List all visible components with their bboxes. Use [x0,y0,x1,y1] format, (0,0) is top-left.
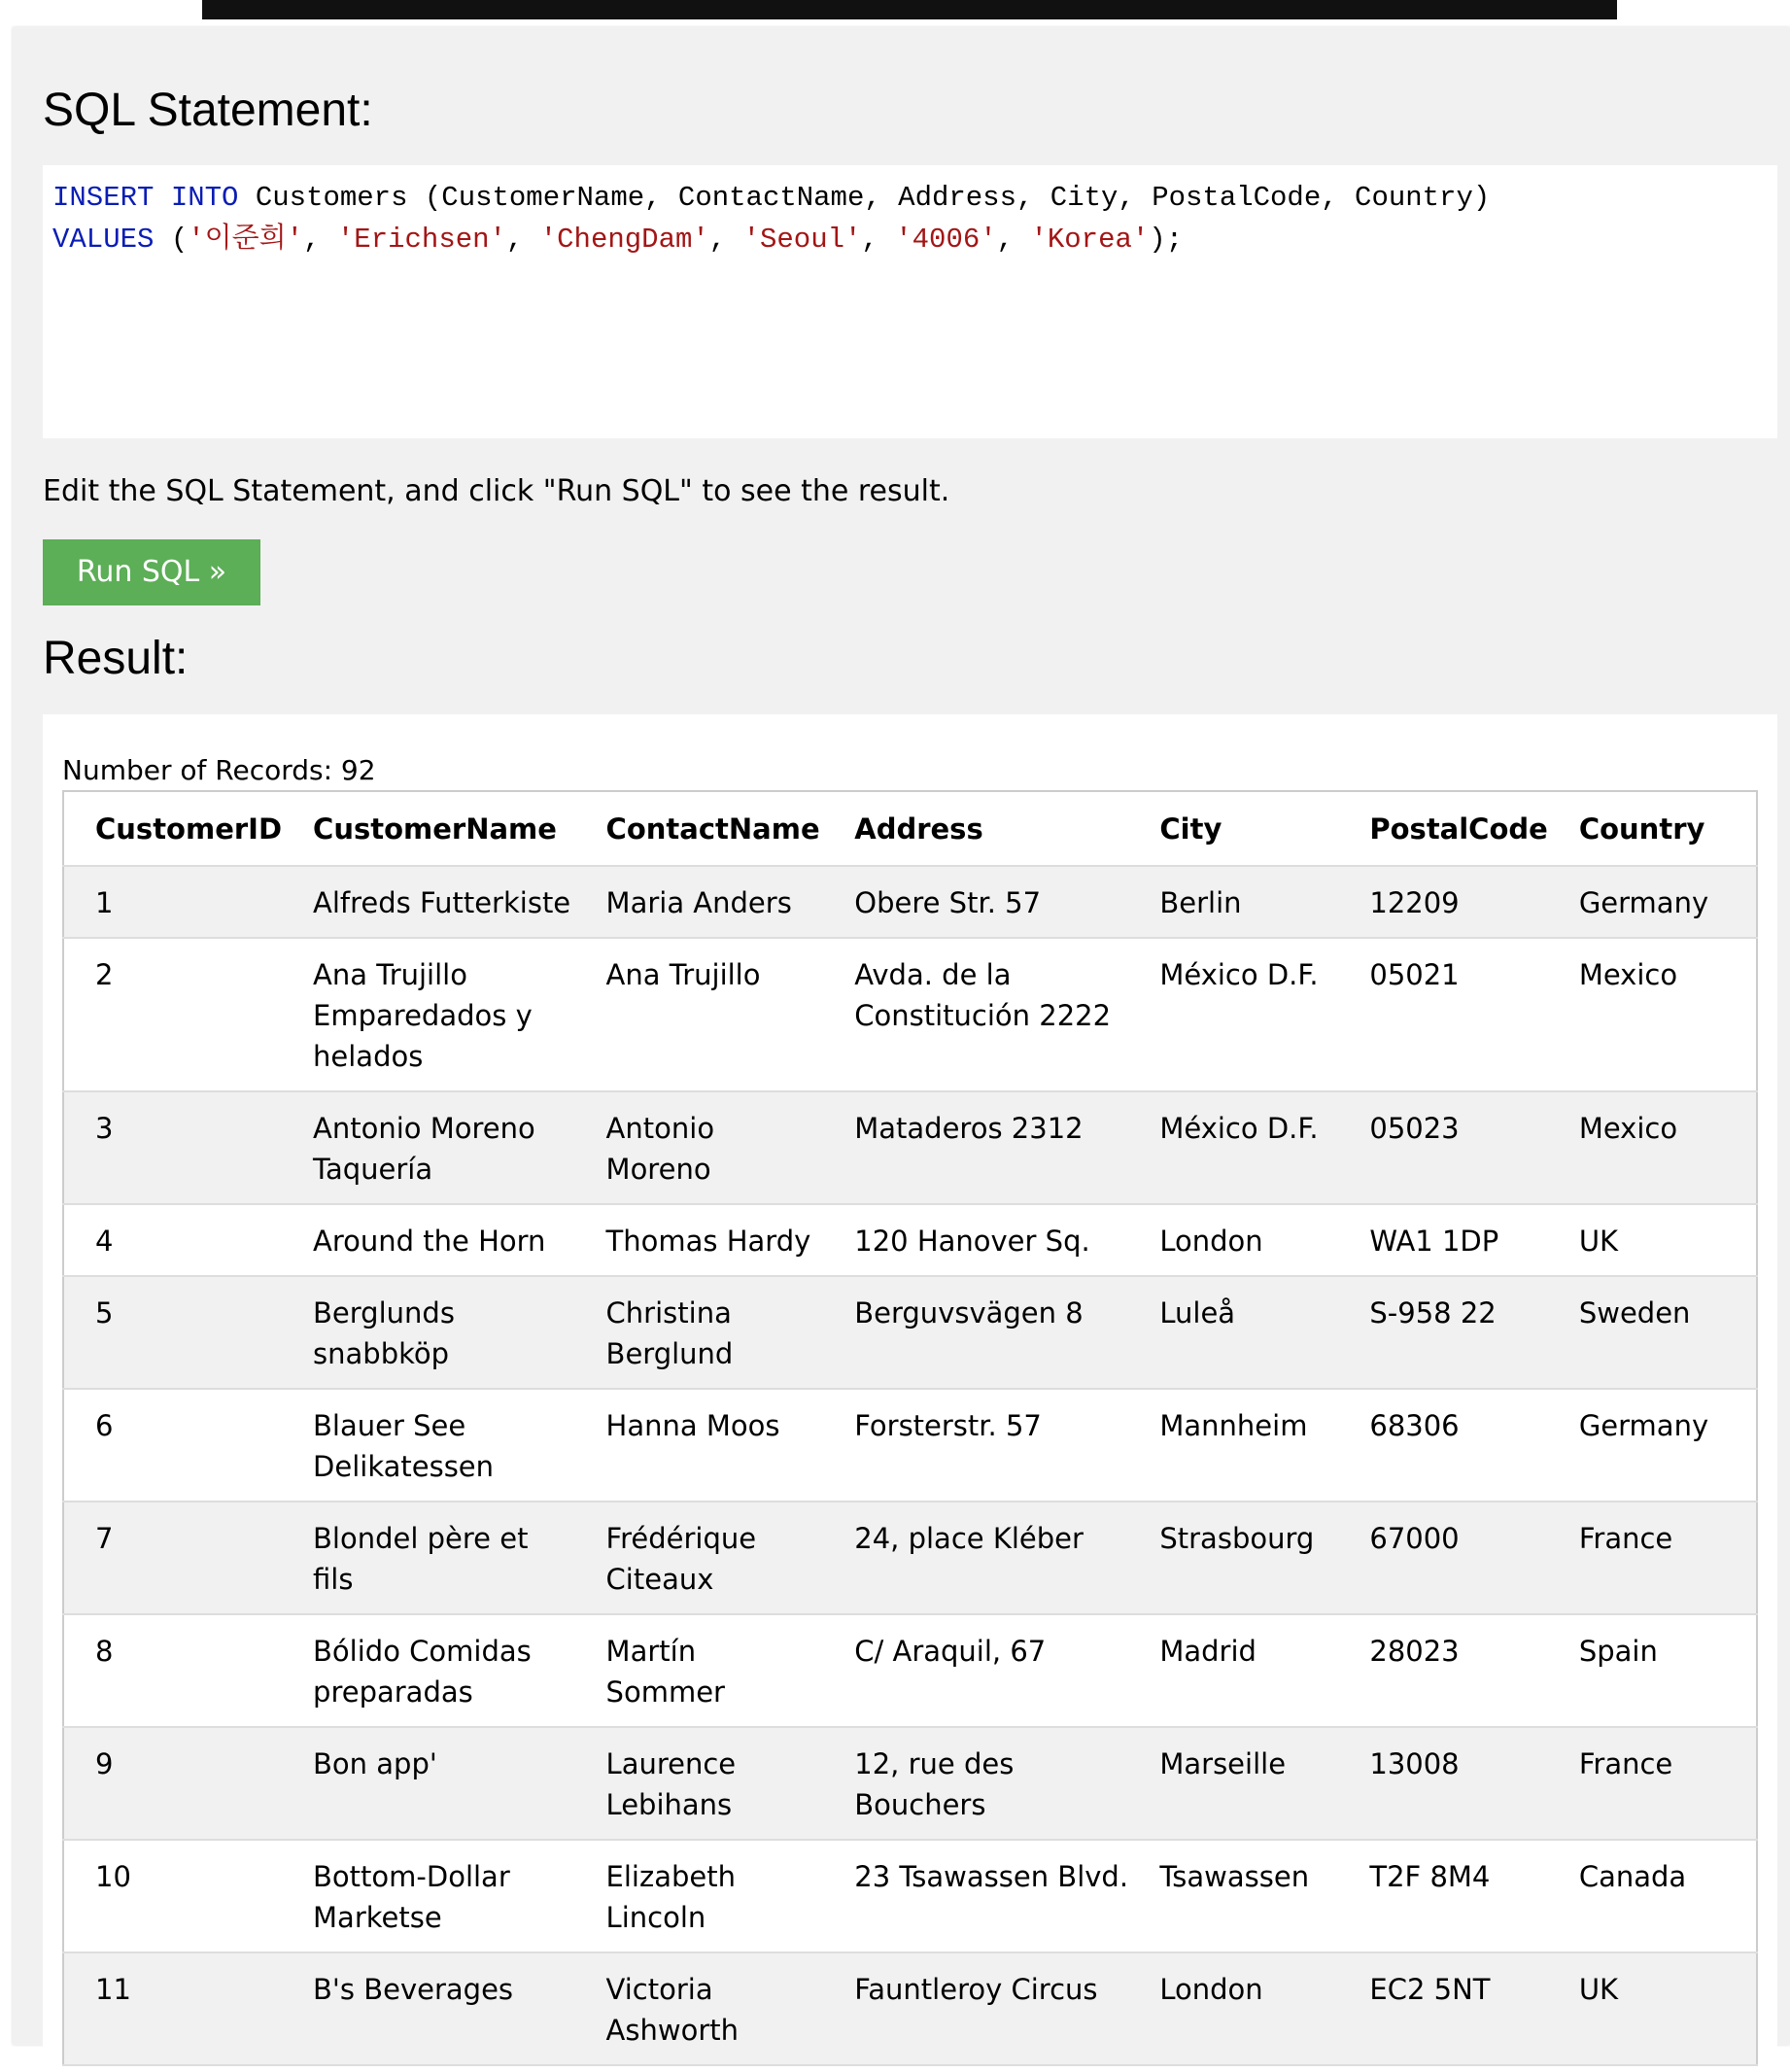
table-cell: 6 [63,1389,282,1502]
table-cell: 28023 [1338,1614,1547,1727]
table-row [63,1389,1757,1502]
sql-text: ); [1149,224,1184,256]
result-container [43,714,1777,2072]
column-header: PostalCode [1338,791,1547,866]
table-cell: Bottom-Dollar Marketse [282,1840,575,1952]
column-header: CustomerID [63,791,282,866]
table-cell: London [1128,1952,1338,2065]
column-header: Address [823,791,1128,866]
column-header: City [1128,791,1338,866]
table-cell: 2 [63,938,282,1091]
table-cell: Maria Anders [575,866,824,938]
table-cell: EC2 5NT [1338,1952,1547,2065]
table-cell: México D.F. [1128,938,1338,1091]
table-cell: 10 [63,1840,282,1952]
table-cell: Ana Trujillo Emparedados y helados [282,938,575,1091]
table-cell: Berguvsvägen 8 [823,1276,1128,1389]
table-header-row [63,791,1757,866]
table-cell: Germany [1548,866,1757,938]
table-cell: 8 [63,1614,282,1727]
table-row [63,1204,1757,1276]
table-cell: 11 [63,1952,282,2065]
table-cell: Mexico [1548,938,1757,1091]
table-cell: C/ Araquil, 67 [823,1614,1128,1727]
table-cell: Elizabeth Lincoln [575,1840,824,1952]
table-cell: Forsterstr. 57 [823,1389,1128,1502]
table-cell: 9 [63,1727,282,1840]
sql-string: '이준희' [188,224,304,256]
table-cell: Christina Berglund [575,1276,824,1389]
table-cell: T2F 8M4 [1338,1840,1547,1952]
table-cell: Around the Horn [282,1204,575,1276]
table-cell: Sweden [1548,1276,1757,1389]
sql-string: '4006' [895,224,997,256]
sql-code[interactable] [52,177,1490,260]
table-row [63,1840,1757,1952]
table-cell: Antonio Moreno [575,1091,824,1204]
table-cell: 1 [63,866,282,938]
sql-separator: , [861,224,896,256]
table-row [63,1091,1757,1204]
table-cell: Victoria Ashworth [575,1952,824,2065]
table-cell: Mannheim [1128,1389,1338,1502]
result-heading: Result: [43,633,189,684]
table-row [63,1952,1757,2065]
table-cell: 4 [63,1204,282,1276]
sql-text: Customers (CustomerName, ContactName, Address, City, PostalCode, Country) [238,182,1491,214]
table-cell: Laurence Lebihans [575,1727,824,1840]
table-cell: 3 [63,1091,282,1204]
table-cell: 24, place Kléber [823,1502,1128,1614]
table-cell: 23 Tsawassen Blvd. [823,1840,1128,1952]
table-cell: 12, rue des Bouchers [823,1727,1128,1840]
table-cell: Blondel père et fils [282,1502,575,1614]
sql-statement-heading: SQL Statement: [43,85,373,136]
table-cell: Bon app' [282,1727,575,1840]
sql-keyword: INTO [170,182,239,214]
table-cell: 7 [63,1502,282,1614]
table-cell: Martín Sommer [575,1614,824,1727]
column-header: Country [1548,791,1757,866]
top-dark-banner [202,0,1617,19]
sql-separator: , [996,224,1031,256]
table-cell: UK [1548,1204,1757,1276]
table-cell: Bólido Comidas preparadas [282,1614,575,1727]
table-cell: Antonio Moreno Taquería [282,1091,575,1204]
table-cell: Avda. de la Constitución 2222 [823,938,1128,1091]
table-cell: 67000 [1338,1502,1547,1614]
table-cell: Frédérique Citeaux [575,1502,824,1614]
sql-text: ( [154,224,189,256]
sql-separator: , [505,224,540,256]
table-cell: Madrid [1128,1614,1338,1727]
table-cell: Luleå [1128,1276,1338,1389]
table-cell: Mexico [1548,1091,1757,1204]
sql-string: 'Seoul' [742,224,862,256]
table-cell: Berlin [1128,866,1338,938]
sql-string: 'ChengDam' [539,224,709,256]
sql-string: 'Erichsen' [336,224,506,256]
table-cell: B's Beverages [282,1952,575,2065]
table-cell: Obere Str. 57 [823,866,1128,938]
table-cell: Germany [1548,1389,1757,1502]
table-cell: 68306 [1338,1389,1547,1502]
table-cell: France [1548,1727,1757,1840]
try-it-panel [13,27,1790,2045]
table-cell: Marseille [1128,1727,1338,1840]
sql-keyword: INSERT [52,182,155,214]
table-cell: Mataderos 2312 [823,1091,1128,1204]
column-header: ContactName [575,791,824,866]
table-row [63,1276,1757,1389]
table-cell: Tsawassen [1128,1840,1338,1952]
table-row [63,1727,1757,1840]
table-row [63,1502,1757,1614]
table-cell: 05021 [1338,938,1547,1091]
table-cell: Blauer See Delikatessen [282,1389,575,1502]
sql-separator: , [303,224,337,256]
table-cell: 13008 [1338,1727,1547,1840]
table-cell: UK [1548,1952,1757,2065]
table-cell: 05023 [1338,1091,1547,1204]
table-cell: London [1128,1204,1338,1276]
sql-keyword: VALUES [52,224,155,256]
table-cell: Alfreds Futterkiste [282,866,575,938]
sql-string: 'Korea' [1030,224,1150,256]
table-cell: Ana Trujillo [575,938,824,1091]
table-cell: France [1548,1502,1757,1614]
table-cell: S-958 22 [1338,1276,1547,1389]
table-row [63,866,1757,938]
table-cell: Spain [1548,1614,1757,1727]
result-table [62,790,1758,2066]
table-cell: México D.F. [1128,1091,1338,1204]
column-header: CustomerName [282,791,575,866]
table-cell: 5 [63,1276,282,1389]
table-cell: Hanna Moos [575,1389,824,1502]
sql-editor[interactable] [43,165,1777,438]
table-cell: Thomas Hardy [575,1204,824,1276]
table-row [63,938,1757,1091]
table-cell: WA1 1DP [1338,1204,1547,1276]
instruction-text: Edit the SQL Statement, and click "Run SQL" to see the result. [43,474,950,508]
table-cell: 120 Hanover Sq. [823,1204,1128,1276]
table-cell: Berglunds snabbköp [282,1276,575,1389]
sql-separator: , [708,224,743,256]
run-sql-button[interactable]: Run SQL » [43,539,260,605]
table-row [63,1614,1757,1727]
record-count: Number of Records: 92 [62,754,376,786]
table-cell: 12209 [1338,866,1547,938]
table-cell: Canada [1548,1840,1757,1952]
table-cell: Strasbourg [1128,1502,1338,1614]
table-cell: Fauntleroy Circus [823,1952,1128,2065]
